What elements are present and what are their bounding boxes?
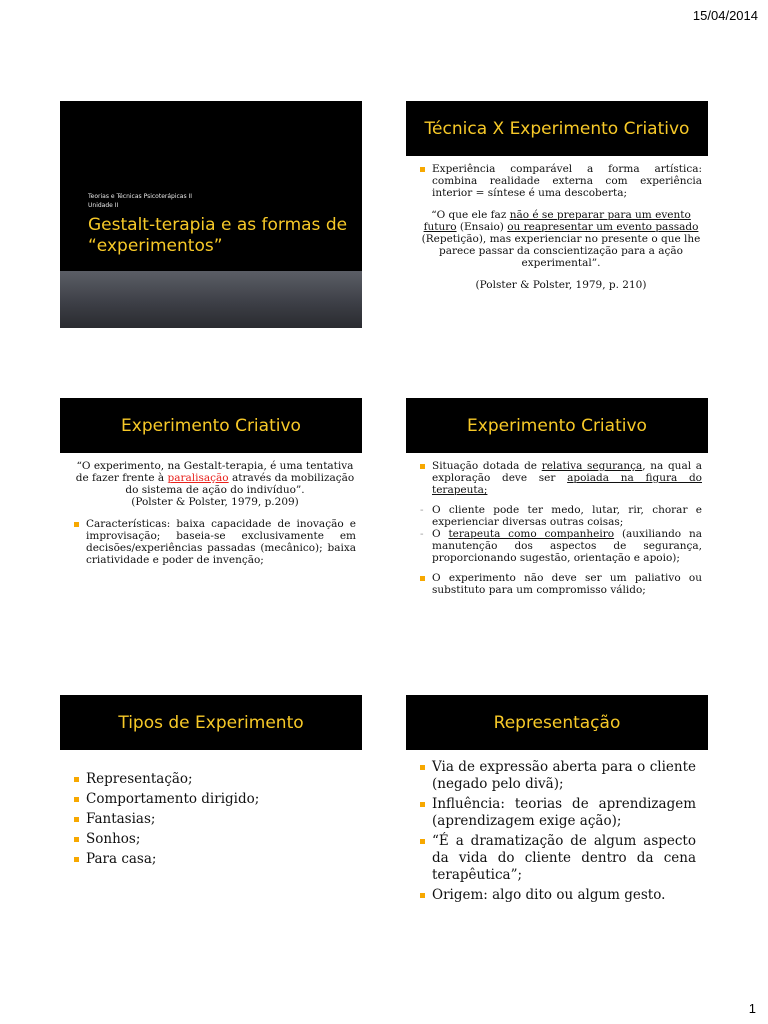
list-item: Representação;	[74, 771, 356, 788]
quote-text: (Ensaio)	[456, 221, 508, 233]
bullet-item	[420, 460, 702, 496]
slide-experimento-criativo-2	[406, 398, 708, 625]
slide-tecnica-x-experimento	[406, 101, 708, 328]
quote-text: “O experimento, na Gestalt-terapia, é uma tentativa de fazer frente à	[75, 460, 354, 484]
bullet-text: , na qual a exploração deve ser	[432, 460, 702, 484]
dash-underlined: terapeuta como companheiro	[448, 528, 615, 540]
course-name: Teorias e Técnicas Psicoterápicas II	[88, 193, 193, 200]
list-item: “É a dramatização de algum aspecto da vida do cliente dentro da cena terapêutica”;	[420, 833, 696, 884]
list-item: Fantasias;	[74, 811, 356, 828]
slide-body	[74, 771, 356, 871]
cover-subtitle	[88, 192, 192, 210]
dash-item	[420, 528, 702, 564]
quote	[420, 209, 702, 269]
bullet-item: Características: baixa capacidade de inovação e improvisação; baseia-se exclusivamente em decisões/experiências passadas (mecânico); baixa criatividade e poder de invenção;	[74, 518, 356, 566]
list-item: Sonhos;	[74, 831, 356, 848]
slide-representacao	[406, 695, 708, 922]
list-item: Comportamento dirigido;	[74, 791, 356, 808]
slide-tipos-de-experimento	[60, 695, 362, 922]
slide-title: Técnica X Experimento Criativo	[406, 101, 708, 156]
quote-text: através da mobilização do sistema de ação do indivíduo”.	[125, 472, 355, 496]
slide-body	[420, 759, 696, 907]
citation: (Polster & Polster, 1979, p.209)	[131, 496, 299, 508]
quote-underlined: não é se preparar para um evento futuro	[423, 209, 691, 233]
slide-body	[420, 163, 702, 291]
print-date: 15/04/2014	[692, 8, 758, 23]
list-item: Origem: algo dito ou algum gesto.	[420, 887, 696, 904]
list-item: Para casa;	[74, 851, 356, 868]
slide-cover	[60, 101, 362, 328]
dash-text: O	[432, 528, 449, 540]
slide-title: Experimento Criativo	[406, 398, 708, 453]
quote-underlined: ou reapresentar um evento passado	[507, 221, 699, 233]
bullet-underlined: apoiada na figura do terapeuta;	[432, 472, 702, 496]
citation: (Polster & Polster, 1979, p. 210)	[475, 279, 647, 291]
cover-gradient-band	[60, 271, 362, 328]
quote-text: “O que ele faz	[431, 209, 510, 221]
slide-title: Experimento Criativo	[60, 398, 362, 453]
dash-text: (auxiliando na manutenção dos aspectos de segurança, proporcionando sugestão, orientação e apoio);	[432, 528, 702, 564]
slide-body	[74, 460, 356, 572]
slide-title: Representação	[406, 695, 708, 750]
bullet-text: Situação dotada de	[432, 460, 542, 472]
bullet-item: O experimento não deve ser um paliativo ou substituto para um compromisso válido;	[420, 572, 702, 596]
cover-title: Gestalt-terapia e as formas de “experimentos”	[88, 215, 348, 256]
quote-highlight: paralisação	[167, 472, 229, 484]
slide-body	[420, 460, 702, 602]
list-item: Via de expressão aberta para o cliente (negado pelo divã);	[420, 759, 696, 793]
unit-label: Unidade II	[88, 202, 119, 209]
slide-title: Tipos de Experimento	[60, 695, 362, 750]
list-item: Influência: teorias de aprendizagem (aprendizagem exige ação);	[420, 796, 696, 830]
quote-text: (Repetição), mas experienciar no presente o que lhe parece passar da conscientização para a ação experimental”.	[421, 233, 701, 269]
dash-item: - O cliente pode ter medo, lutar, rir, chorar e experienciar diversas outras coisas;	[420, 504, 702, 528]
page-number: 1	[748, 1001, 756, 1016]
bullet-item: Experiência comparável a forma artística: combina realidade externa com experiência interior = síntese é uma descoberta;	[420, 163, 702, 199]
quote	[74, 460, 356, 496]
bullet-underlined: relativa segurança	[541, 460, 643, 472]
slide-experimento-criativo-1	[60, 398, 362, 625]
